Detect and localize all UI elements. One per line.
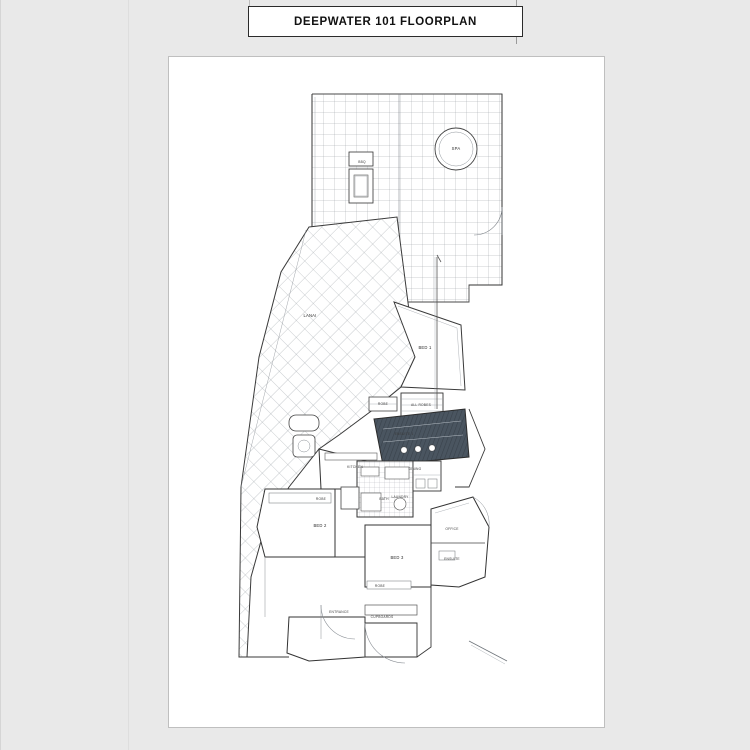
room-label-bath: BATH [379,497,389,501]
room-label-all-robes: ALL ROBES [410,403,432,407]
kitchen-island [289,415,319,431]
room-label-kitchen: KITCHEN [347,465,363,469]
room-label-robe-3: ROBE [374,584,386,588]
kitchen-bench [325,453,377,460]
plan-geometry [229,91,509,677]
room-label-bed3: BED 3 [390,555,404,560]
room-label-robe-1: ROBE [377,402,389,406]
room-label-bed1: BED 1 [418,345,432,350]
page-title: DEEPWATER 101 FLOORPLAN [294,15,477,28]
document-title-banner [248,6,523,37]
background-edge-line-secondary [128,0,129,750]
room-label-office: OFFICE [445,527,459,531]
room-label-bbq: BBQ [358,160,366,164]
room-label-ensuite: ENSUITE 1 [394,432,414,436]
background-edge-line [0,0,1,750]
room-label-dining: DINING [408,467,422,471]
floorplan-sheet [168,56,605,728]
room-label-ensuite-3: ENSUITE [444,557,460,561]
room-label-cupboards: CUPBOARDS [370,615,394,619]
room-label-laundry: LAUNDRY [391,495,409,499]
room-label-lanai: LANAI [303,313,317,318]
room-label-bed2: BED 2 [313,523,327,528]
room-label-entrance: ENTRANCE [329,610,349,614]
room-label-robe-2: ROBE [315,497,327,501]
room-label-spa: SPA [451,146,461,151]
office-room [431,497,489,587]
dining-area [374,409,469,465]
floorplan-drawing [169,57,605,728]
robe-3-block [367,581,411,589]
cupboards-block [365,605,417,615]
